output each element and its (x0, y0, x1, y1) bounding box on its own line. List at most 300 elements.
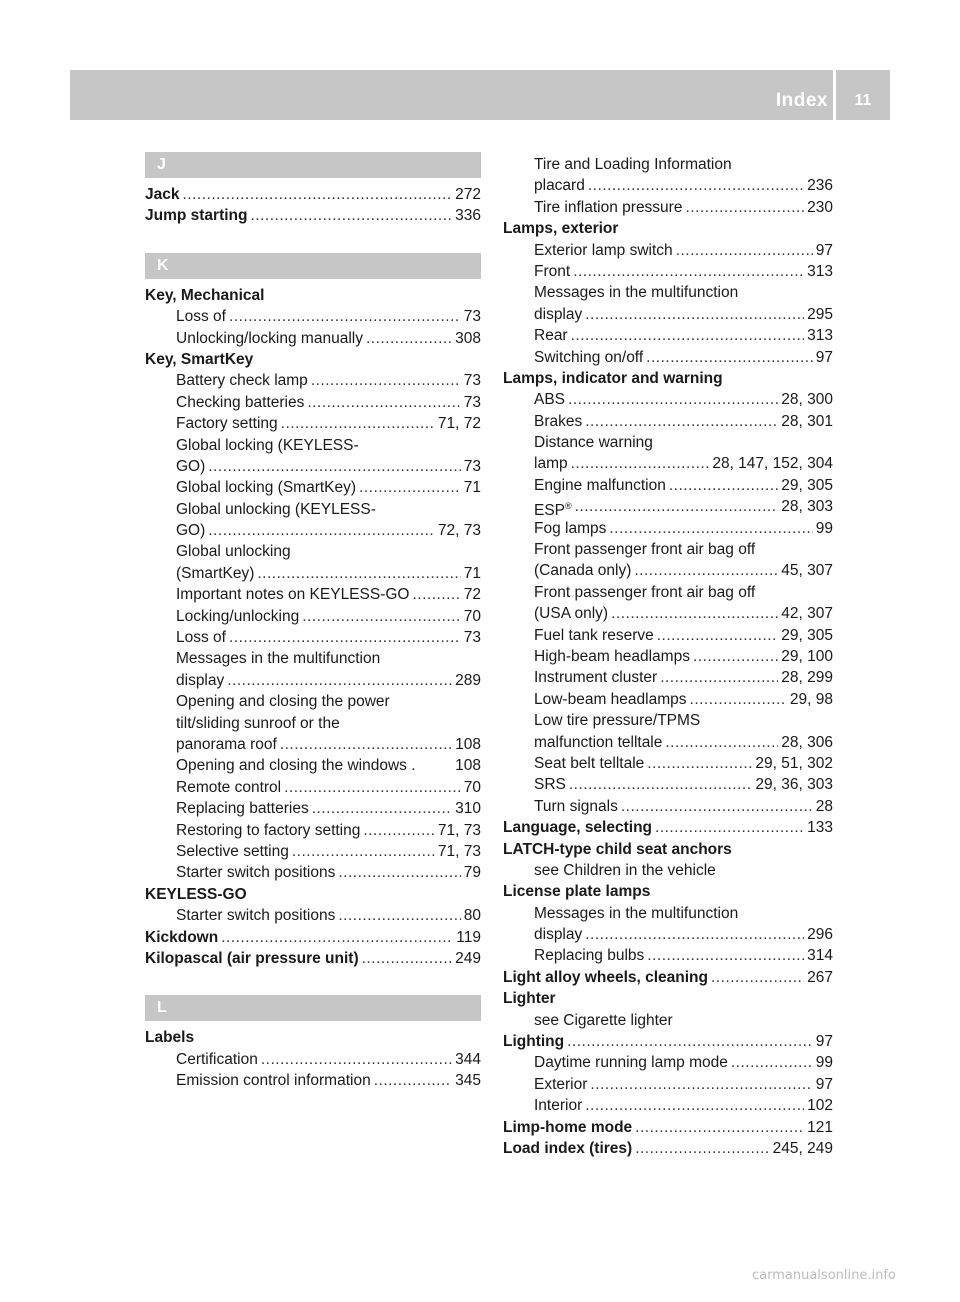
page-reference: 295 (807, 305, 833, 323)
entry-term-text: (Canada only) (534, 562, 632, 580)
entry-term-text: Checking batteries (176, 393, 305, 411)
index-entry (503, 218, 833, 239)
entry-term-text: Load index (tires) (503, 1139, 633, 1157)
entry-term-text: Distance warning (534, 434, 653, 452)
page-reference: 344 (455, 1050, 481, 1068)
index-subentry (503, 582, 833, 603)
entry-term (534, 518, 606, 539)
page-reference: 119 (456, 928, 481, 946)
index-subentry (503, 1010, 833, 1031)
entry-term-text: GO) (176, 522, 206, 540)
entry-term (176, 413, 278, 434)
entry-term (176, 435, 359, 456)
index-subentry (503, 560, 833, 581)
page-reference: 73 (463, 393, 481, 411)
index-entry (145, 948, 481, 969)
entry-term-text: see Children in the vehicle (534, 861, 716, 879)
page-reference: 249 (455, 949, 481, 967)
index-entry (503, 839, 833, 860)
index-entry (145, 285, 481, 306)
entry-term (534, 197, 682, 218)
index-subentry (145, 905, 481, 926)
entry-term (176, 648, 380, 669)
entry-term-text: GO) (176, 457, 206, 475)
page-reference: 308 (455, 329, 481, 347)
entry-term (176, 798, 309, 819)
dot-leader (711, 967, 804, 988)
index-subentry (145, 563, 481, 584)
entry-term (503, 1138, 632, 1159)
entry-term (534, 625, 654, 646)
index-subentry (503, 261, 833, 282)
page-reference: 289 (455, 671, 481, 689)
index-subentry (145, 1070, 481, 1091)
entry-term (176, 392, 304, 413)
index-subentry (503, 347, 833, 368)
dot-leader (573, 261, 804, 282)
index-subentry (503, 603, 833, 624)
dot-leader (590, 1074, 812, 1095)
entry-term-text: Tire inflation pressure (534, 198, 683, 216)
index-subentry (503, 539, 833, 560)
dot-leader (359, 477, 461, 498)
index-letter-heading: K (145, 253, 481, 279)
index-subentry (145, 777, 481, 798)
page-reference: 70 (463, 778, 481, 796)
entry-term (503, 218, 618, 239)
entry-term (145, 884, 247, 905)
dot-leader (731, 1052, 813, 1073)
index-entry (503, 368, 833, 389)
page-reference: 72 (463, 586, 481, 604)
spacer (416, 755, 456, 776)
entry-term (534, 496, 572, 517)
entry-term (534, 689, 687, 710)
entry-term-text: ABS (534, 391, 566, 409)
entry-term-text: Locking/unlocking (176, 607, 300, 625)
index-subentry (145, 520, 481, 541)
dot-leader (634, 560, 778, 581)
dot-leader (571, 453, 710, 474)
dot-leader (571, 325, 805, 346)
index-letter-heading: L (145, 995, 481, 1021)
watermark: carmanualsonline.info (752, 1268, 896, 1283)
dot-leader (250, 205, 452, 226)
entry-term-text: Daytime running lamp mode (534, 1054, 728, 1072)
dot-leader (307, 392, 460, 413)
entry-term (534, 282, 738, 303)
entry-term (534, 945, 644, 966)
entry-term-text: placard (534, 177, 585, 195)
index-subentry (503, 625, 833, 646)
entry-term (176, 1049, 258, 1070)
index-subentry (145, 820, 481, 841)
dot-leader (585, 924, 804, 945)
entry-term (534, 1010, 673, 1031)
index-subentry (503, 453, 833, 474)
dot-leader (412, 584, 460, 605)
entry-term-text: Jump starting (145, 207, 248, 225)
entry-term-text: Language, selecting (503, 819, 653, 837)
entry-term-text: Brakes (534, 412, 583, 430)
entry-term-text: KEYLESS-GO (145, 885, 247, 903)
dot-leader (621, 796, 813, 817)
index-entry (145, 927, 481, 948)
entry-term-text: (SmartKey) (176, 564, 255, 582)
index-entry (145, 205, 481, 226)
entry-term-text: Light alloy wheels, cleaning (503, 968, 708, 986)
page-reference: 29, 98 (789, 690, 833, 708)
entry-term (176, 584, 409, 605)
entry-term (176, 456, 205, 477)
entry-term (534, 732, 662, 753)
dot-leader (693, 646, 778, 667)
entry-term-text: malfunction telltale (534, 733, 663, 751)
index-subentry (145, 862, 481, 883)
entry-term (503, 839, 732, 860)
entry-term (534, 774, 566, 795)
index-subentry (145, 606, 481, 627)
page-reference: 28, 303 (781, 498, 833, 516)
entry-term-text: display (534, 926, 583, 944)
entry-term-text: Fuel tank reserve (534, 626, 654, 644)
entry-term (176, 841, 289, 862)
entry-term (534, 1074, 587, 1095)
entry-term-text: Exterior (534, 1075, 588, 1093)
entry-term-text: License plate lamps (503, 883, 651, 901)
entry-term-text: Engine malfunction (534, 476, 666, 494)
dot-leader (362, 948, 453, 969)
entry-term-text: display (176, 671, 225, 689)
index-subentry (503, 796, 833, 817)
entry-term-text: Certification (176, 1050, 258, 1068)
page-reference: 28, 301 (781, 412, 833, 430)
page-reference: 99 (815, 519, 833, 537)
index-subentry (503, 518, 833, 539)
entry-term-text: LATCH-type child seat anchors (503, 840, 732, 858)
entry-term-text: Fog lamps (534, 519, 607, 537)
dot-leader (281, 413, 435, 434)
dot-leader (569, 774, 753, 795)
entry-term (176, 541, 291, 562)
index-subentry (503, 240, 833, 261)
entry-term-text: Important notes on KEYLESS-GO (176, 586, 410, 604)
dot-leader (182, 184, 452, 205)
entry-term-text: Messages in the multifunction (534, 284, 739, 302)
index-subentry (503, 774, 833, 795)
page-reference: 310 (455, 800, 481, 818)
page-reference: 313 (807, 262, 833, 280)
entry-term-text: Selective setting (176, 842, 289, 860)
dot-leader (611, 603, 778, 624)
entry-term-text: Opening and closing the power (176, 693, 390, 711)
index-subentry (145, 713, 481, 734)
dot-leader (284, 777, 461, 798)
entry-term (503, 967, 708, 988)
page-reference: 97 (815, 241, 833, 259)
dot-leader (366, 328, 452, 349)
page-reference: 71, 73 (437, 842, 481, 860)
entry-term (534, 582, 755, 603)
page-reference: 71 (463, 479, 481, 497)
dot-leader (657, 625, 779, 646)
page-reference: 230 (807, 198, 833, 216)
index-subentry (145, 1049, 481, 1070)
dot-leader (567, 1031, 813, 1052)
entry-term-text: Replacing batteries (176, 800, 309, 818)
entry-term (534, 903, 738, 924)
entry-term (176, 777, 281, 798)
entry-term (176, 670, 224, 691)
dot-leader (229, 627, 461, 648)
entry-term-text: Low-beam headlamps (534, 690, 687, 708)
index-entry (145, 349, 481, 370)
entry-term-text: High-beam headlamps (534, 647, 690, 665)
index-subentry (503, 389, 833, 410)
index-subentry (503, 1052, 833, 1073)
entry-term (534, 603, 608, 624)
index-subentry (145, 734, 481, 755)
dot-leader (647, 753, 752, 774)
index-subentry (145, 755, 481, 776)
entry-term (534, 389, 565, 410)
index-subentry (503, 1095, 833, 1116)
entry-term (176, 820, 360, 841)
index-subentry (503, 325, 833, 346)
entry-term-text: tilt/sliding sunroof or the (176, 714, 340, 732)
page-number: 11 (854, 92, 872, 109)
dot-leader (363, 820, 435, 841)
entry-term (534, 1095, 582, 1116)
page-reference: 267 (807, 968, 833, 986)
page-reference: 97 (815, 1033, 833, 1051)
index-entry (503, 1138, 833, 1159)
index-entry (503, 1117, 833, 1138)
index-subentry (145, 499, 481, 520)
page-reference: 45, 307 (781, 562, 833, 580)
dot-leader (312, 798, 452, 819)
entry-term-text: see Cigarette lighter (534, 1011, 673, 1029)
dot-leader (635, 1138, 769, 1159)
entry-term-text: ESP (534, 502, 566, 518)
index-subentry (145, 435, 481, 456)
index-entry (503, 881, 833, 902)
entry-term (534, 560, 631, 581)
dot-leader (585, 304, 804, 325)
entry-term-text: (USA only) (534, 605, 609, 623)
index-entry (145, 184, 481, 205)
dot-leader (665, 732, 778, 753)
entry-term (176, 328, 363, 349)
entry-term-text: SRS (534, 776, 566, 794)
dot-leader (660, 667, 778, 688)
entry-term (534, 539, 755, 560)
entry-term (534, 860, 716, 881)
index-subentry (503, 667, 833, 688)
index-subentry (145, 370, 481, 391)
page-reference: 245, 249 (772, 1139, 833, 1157)
index-subentry (503, 753, 833, 774)
index-subentry (145, 328, 481, 349)
index-subentry (503, 475, 833, 496)
page-reference: 272 (455, 186, 481, 203)
dot-leader (229, 306, 461, 327)
index-subentry (145, 670, 481, 691)
page-reference: 313 (807, 327, 833, 345)
index-subentry (145, 584, 481, 605)
index-column-left (145, 152, 481, 1091)
entry-term (534, 304, 582, 325)
entry-term-text: Key, Mechanical (145, 286, 265, 304)
index-subentry (503, 710, 833, 731)
entry-term-text: Replacing bulbs (534, 947, 645, 965)
dot-leader (338, 905, 460, 926)
page-reference: 345 (455, 1072, 481, 1090)
index-entry (145, 1027, 481, 1048)
page-reference: 97 (815, 1075, 833, 1093)
entry-term (176, 477, 356, 498)
entry-term-text: Tire and Loading Information (534, 156, 732, 173)
page-reference: 72, 73 (437, 522, 481, 540)
dot-leader (302, 606, 461, 627)
dot-leader (575, 496, 779, 517)
dot-leader (655, 817, 804, 838)
entry-term-text: Limp-home mode (503, 1118, 633, 1136)
dot-leader (257, 563, 460, 584)
entry-term (145, 184, 179, 205)
entry-term-text: Front (534, 262, 571, 280)
entry-term (176, 755, 416, 776)
index-subentry (145, 306, 481, 327)
entry-term (145, 927, 218, 948)
entry-term (145, 285, 264, 306)
page-reference: 133 (807, 819, 833, 837)
entry-term (176, 563, 254, 584)
entry-term (176, 306, 226, 327)
entry-term-text: Instrument cluster (534, 669, 658, 687)
dot-leader (227, 670, 452, 691)
entry-term-text: Global unlocking (176, 543, 291, 561)
entry-term-text: Key, SmartKey (145, 350, 254, 368)
entry-term (176, 713, 340, 734)
dot-leader (669, 475, 778, 496)
dot-leader (311, 370, 461, 391)
entry-term (145, 948, 359, 969)
index-subentry (145, 798, 481, 819)
page-reference: 108 (455, 757, 481, 775)
page-reference: 29, 51, 302 (755, 754, 833, 772)
index-entry (503, 817, 833, 838)
index-subentry (503, 689, 833, 710)
index-entry (145, 884, 481, 905)
index-subentry (145, 392, 481, 413)
entry-term (145, 1027, 194, 1048)
entry-term (503, 1031, 564, 1052)
entry-term (176, 520, 205, 541)
entry-term (176, 905, 335, 926)
entry-term-text: Messages in the multifunction (176, 650, 381, 668)
entry-term (534, 1052, 728, 1073)
page-reference: 28, 147, 152, 304 (712, 455, 833, 473)
page-reference: 73 (463, 308, 481, 326)
page-reference: 29, 305 (781, 476, 833, 494)
index-subentry (503, 175, 833, 196)
entry-term (534, 453, 568, 474)
entry-term-text: Lighter (503, 990, 556, 1008)
entry-term (503, 881, 650, 902)
entry-term-text: Messages in the multifunction (534, 904, 739, 922)
entry-term (176, 499, 376, 520)
entry-term-text: Restoring to factory setting (176, 821, 361, 839)
index-subentry (503, 304, 833, 325)
entry-term-text: Front passenger front air bag off (534, 541, 756, 559)
entry-term-text: Global locking (SmartKey) (176, 479, 357, 497)
entry-term-text: Low tire pressure/TPMS (534, 712, 701, 730)
index-subentry (145, 456, 481, 477)
entry-term-text: Factory setting (176, 415, 278, 433)
index-subentry (503, 432, 833, 453)
dot-leader (221, 927, 453, 948)
entry-term (534, 924, 582, 945)
index-subentry (145, 413, 481, 434)
index-subentry (503, 1074, 833, 1095)
entry-term-text: Lighting (503, 1033, 565, 1051)
entry-term (534, 325, 568, 346)
entry-term-text: Starter switch positions (176, 864, 336, 882)
entry-term (503, 1117, 632, 1138)
index-subentry (503, 154, 833, 175)
entry-term-text: Rear (534, 327, 568, 345)
entry-term-text: display (534, 305, 583, 323)
entry-term-text: Lamps, indicator and warning (503, 369, 723, 387)
page-reference: 314 (807, 947, 833, 965)
entry-term-text: lamp (534, 455, 568, 473)
entry-term (503, 817, 652, 838)
entry-term-text: Switching on/off (534, 348, 644, 366)
index-letter-heading: J (145, 152, 481, 178)
page-reference: 80 (463, 907, 481, 925)
entry-term-text: Unlocking/locking manually (176, 329, 363, 347)
entry-term-text: Global unlocking (KEYLESS- (176, 500, 376, 518)
entry-term (534, 347, 643, 368)
page-reference: 70 (463, 607, 481, 625)
page-reference: 97 (815, 348, 833, 366)
entry-term (534, 411, 582, 432)
entry-term (176, 606, 299, 627)
entry-term-text: Jack (145, 186, 180, 203)
entry-term-text: Exterior lamp switch (534, 241, 673, 259)
entry-term (534, 710, 700, 731)
entry-term-text: Labels (145, 1029, 195, 1047)
entry-term (534, 475, 666, 496)
registered-mark: ® (565, 501, 572, 512)
section-title: Index (775, 90, 828, 111)
entry-term (145, 205, 247, 226)
dot-leader (292, 841, 435, 862)
entry-term-text: Interior (534, 1097, 583, 1115)
page-reference: 108 (455, 735, 481, 753)
index-subentry (145, 627, 481, 648)
entry-term (534, 432, 653, 453)
page-reference: 121 (807, 1118, 833, 1136)
dot-leader (568, 389, 778, 410)
index-entry (503, 988, 833, 1009)
entry-term-text: Lamps, exterior (503, 220, 619, 238)
index-subentry (503, 282, 833, 303)
entry-term-text: Global locking (KEYLESS- (176, 436, 359, 454)
dot-leader (609, 518, 812, 539)
entry-term (534, 154, 732, 175)
